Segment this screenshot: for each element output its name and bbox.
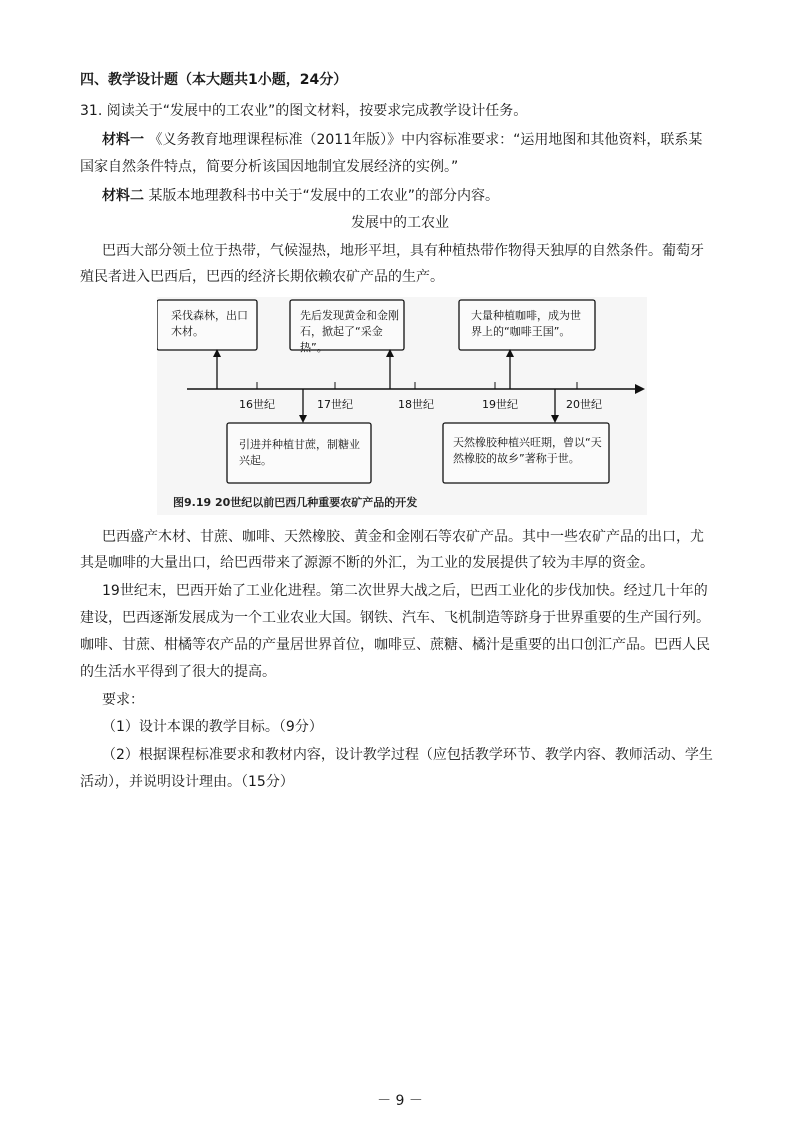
axis-arrowhead	[635, 384, 645, 394]
material2-text: 某版本地理教科书中关于“发展中的工农业”的部分内容。	[148, 188, 499, 204]
section-heading: 四、教学设计题（本大题共1小题，24分）	[80, 72, 348, 88]
requirement-1: （1）设计本课的教学目标。（9分）	[102, 719, 323, 735]
material2-line	[102, 186, 742, 206]
box-top-2-text: 先后发现黄金和金刚石，掀起了“采金热”。	[300, 309, 399, 354]
para2-line1: 巴西盛产木材、甘蔗、咖啡、天然橡胶、黄金和金刚石等农矿产品。其中一些农矿产品的出口，尤	[102, 529, 704, 545]
century-label-18: 18世纪	[398, 398, 434, 411]
material1-line1	[102, 130, 742, 150]
para1-line1: 巴西大部分领土位于热带，气候湿热，地形平坦，具有种植热带作物得天独厚的自然条件。葡萄牙	[102, 243, 704, 259]
timeline-figure	[157, 297, 647, 515]
box-bottom-2-text: 天然橡胶种植兴旺期，曾以“天然橡胶的故乡”著称于世。	[453, 436, 602, 465]
page-number: － 9 －	[377, 1093, 423, 1109]
arrow-bottom-2	[551, 415, 559, 423]
arrow-bottom-1	[299, 415, 307, 423]
para1-line2: 殖民者进入巴西后，巴西的经济长期依赖农矿产品的生产。	[80, 269, 444, 285]
material1-text: 《义务教育地理课程标准（2011年版）》中内容标准要求：“运用地图和其他资料，联系某	[148, 132, 703, 148]
box-top-1-text: 采伐森林，出口木材。	[171, 309, 248, 338]
para3-line4: 的生活水平得到了很大的提高。	[80, 664, 276, 680]
requirement-2-line2: 活动），并说明设计理由。（15分）	[80, 774, 294, 790]
century-label-19: 19世纪	[482, 398, 518, 411]
para2-line2: 其是咖啡的大量出口，给巴西带来了源源不断的外汇，为工业的发展提供了较为丰厚的资金。	[80, 555, 654, 571]
box-bottom-1-text: 引进并种植甘蔗，制糖业兴起。	[239, 438, 360, 467]
material1-label: 材料一	[102, 132, 144, 148]
requirement-2-line1: （2）根据课程标准要求和教材内容，设计教学过程（应包括教学环节、教学内容、教师活动、学生	[102, 747, 713, 763]
century-label-16: 16世纪	[239, 398, 275, 411]
lesson-title: 发展中的工农业	[351, 215, 449, 231]
question-stem: 31. 阅读关于“发展中的工农业”的图文材料，按要求完成教学设计任务。	[80, 103, 528, 119]
para3-line3: 咖啡、甘蔗、柑橘等农产品的产量居世界首位，咖啡豆、蔗糖、橘汁是重要的出口创汇产品。巴西人民	[80, 637, 710, 653]
century-label-17: 17世纪	[317, 398, 353, 411]
material1-line2: 国家自然条件特点，简要分析该国因地制宜发展经济的实例。”	[80, 159, 459, 175]
century-label-20: 20世纪	[566, 398, 602, 411]
requirements-label: 要求：	[102, 692, 144, 708]
material2-label: 材料二	[102, 188, 144, 204]
para3-line1: 19世纪末，巴西开始了工业化进程。第二次世界大战之后，巴西工业化的步伐加快。经过几十年的	[102, 583, 708, 599]
para3-line2: 建设，巴西逐渐发展成为一个工业农业大国。钢铁、汽车、飞机制造等跻身于世界重要的生产国行列。	[80, 610, 710, 626]
box-top-3-text: 大量种植咖啡，成为世界上的“咖啡王国”。	[471, 309, 581, 338]
figure-caption: 图9.19 20世纪以前巴西几种重要农矿产品的开发	[173, 496, 418, 509]
